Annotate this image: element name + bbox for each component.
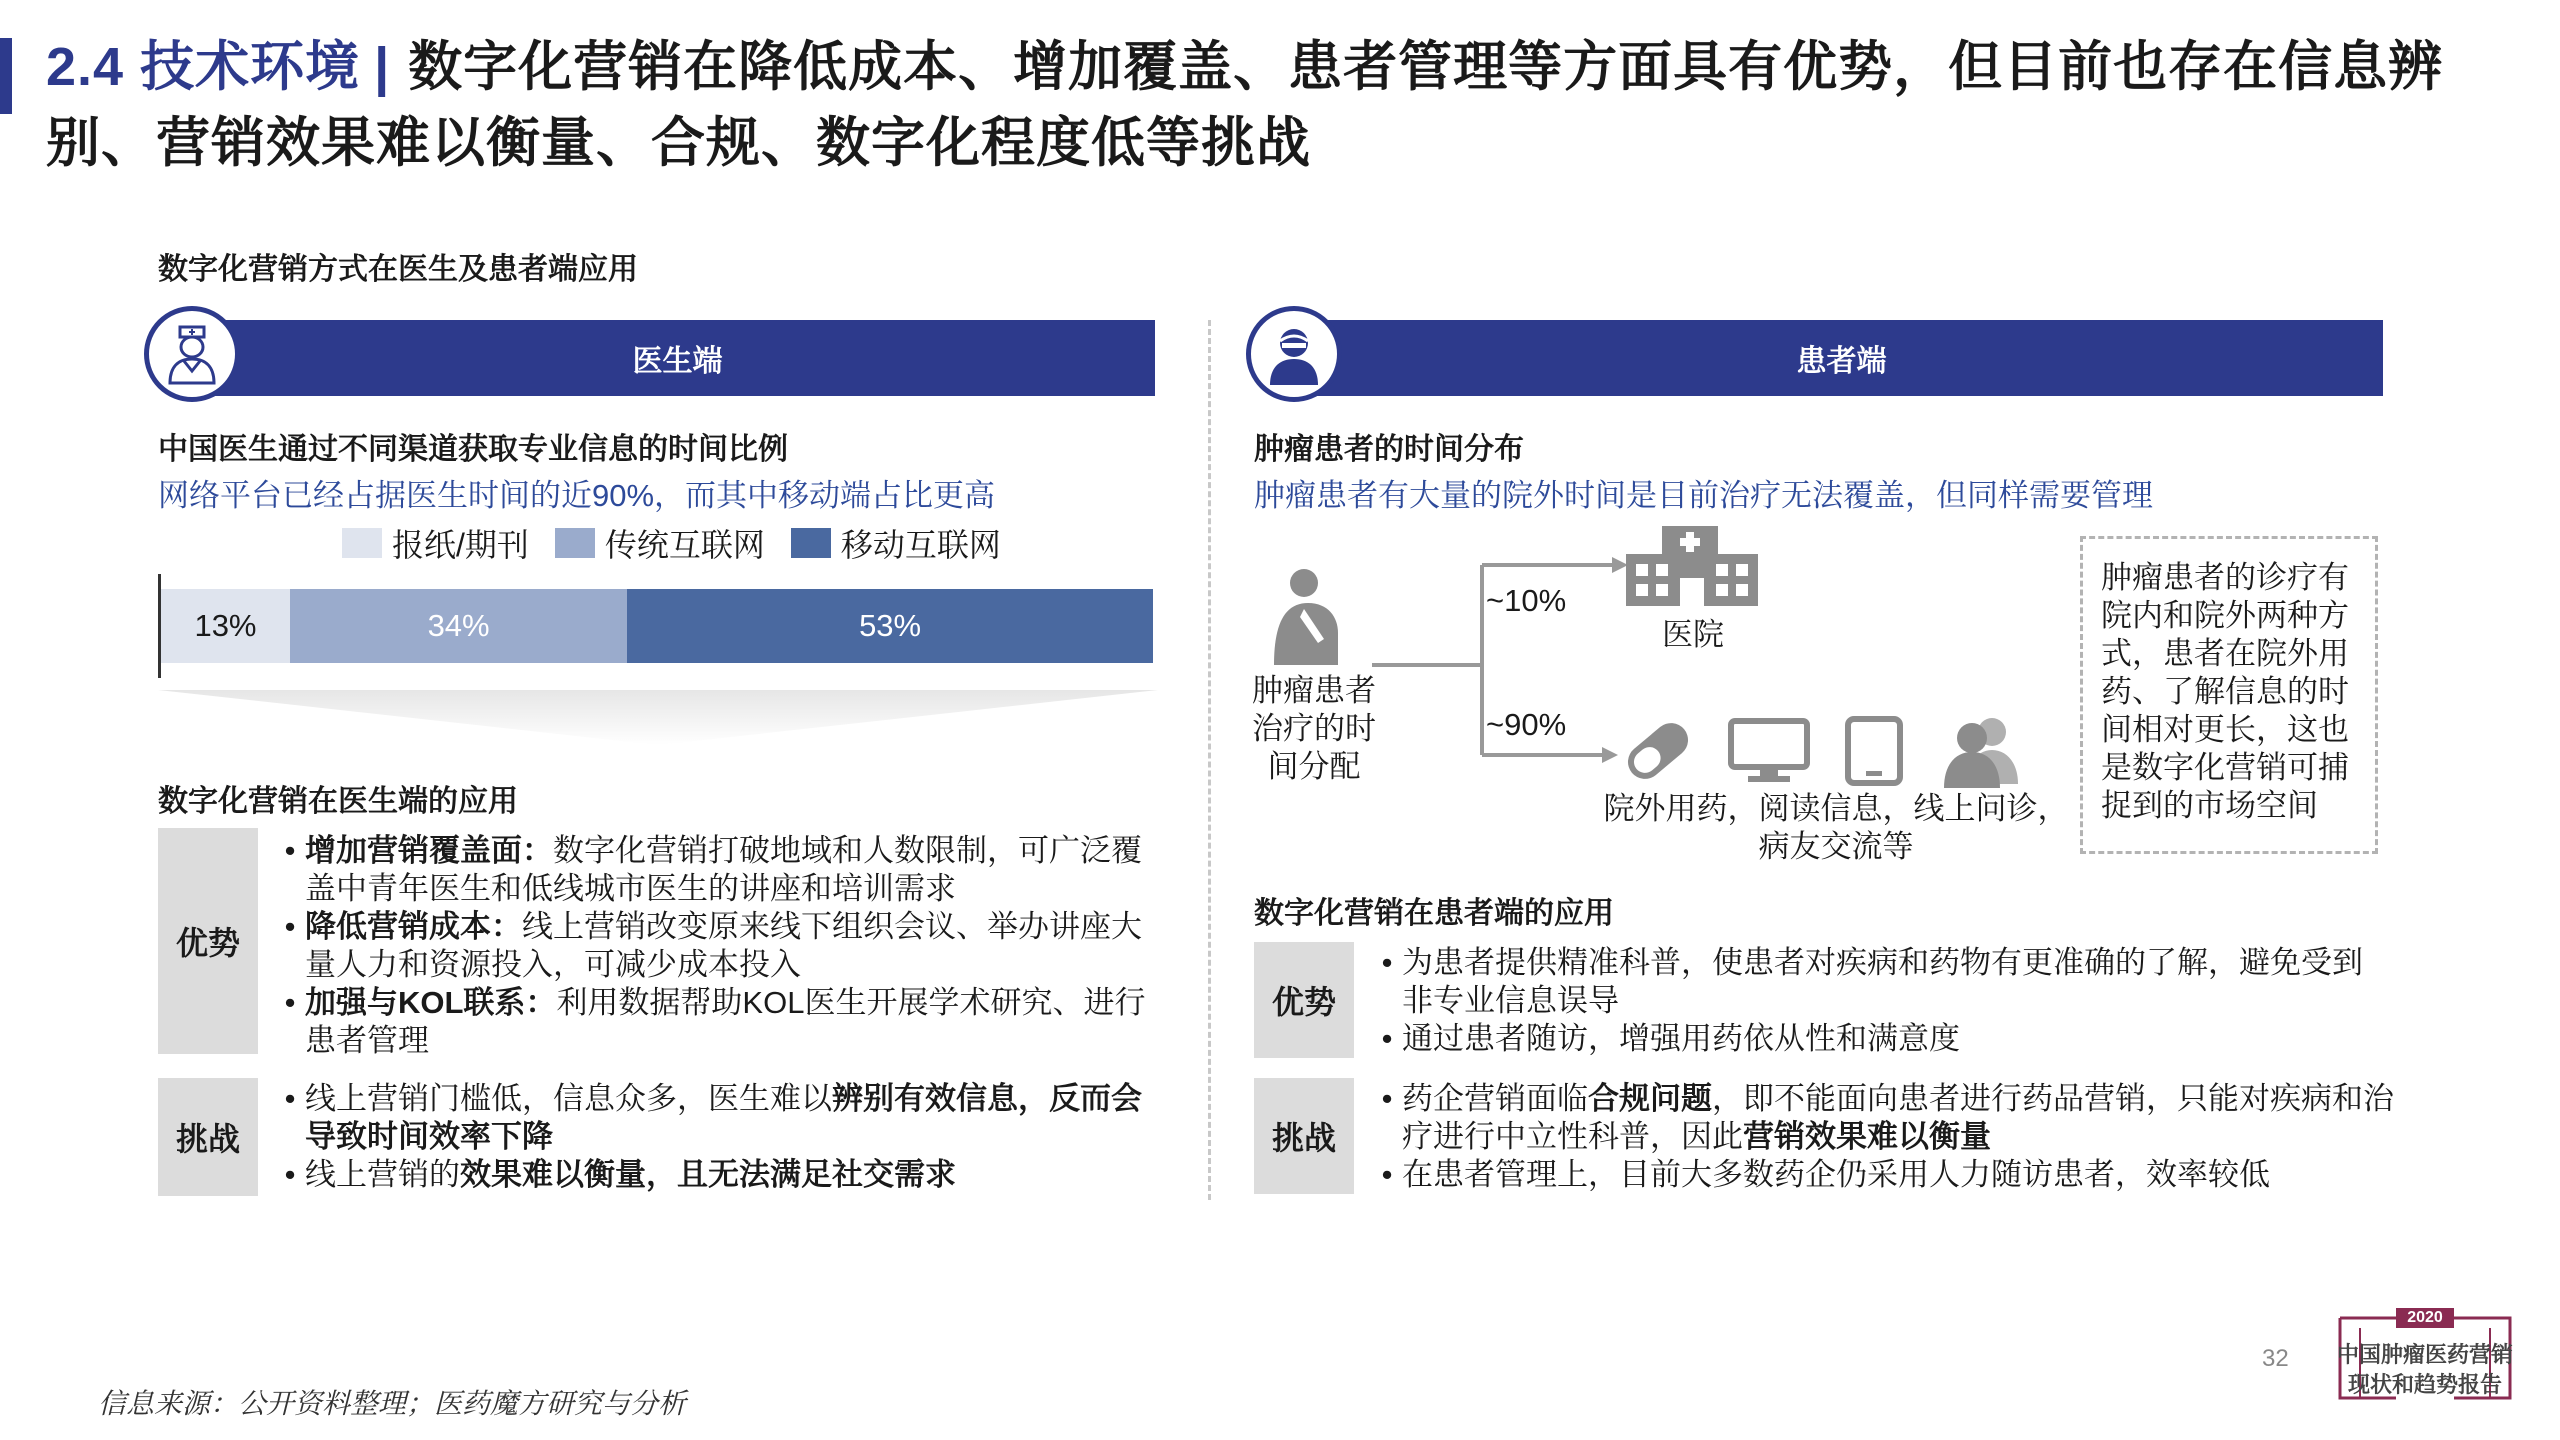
hospital-icon [1622,520,1762,610]
doctor-band-label: 医生端 [632,345,723,378]
source-note: 信息来源：公开资料整理；医药魔方研究与分析 [98,1388,687,1419]
bullet-text: 数字化营销打破地域和人数限制，可广泛覆盖中青年医生和低线城市医生的讲座和培训需求 [305,833,1142,906]
patient-advantage-list [1372,944,2382,1058]
patient-chart-subtitle: 肿瘤患者有大量的院外时间是目前治疗无法覆盖，但同样需要管理 [1254,478,2153,513]
bullet-text: 线上营销改变原来线下组织会议、举办讲座大量人力和资源投入，可减少成本投入 [305,909,1142,982]
bar-data-label: 53% [859,608,922,643]
legend-item [342,520,529,566]
doctor-icon [144,306,240,402]
patient-figure-icon [1270,565,1350,665]
bullet-bold: 营销效果难以衡量 [1743,1119,1991,1154]
patient-icon [1246,306,1342,402]
users-icon [1940,712,2024,788]
legend-label: 报纸/期刊 [392,527,529,563]
doctor-chart-subtitle: 网络平台已经占据医生时间的近90%，而其中移动端占比更高 [158,478,996,513]
legend-swatch [342,528,382,558]
bullet-text: 在患者管理上，目前大多数药企仍采用人力随访患者，效率较低 [1402,1157,2270,1192]
doctor-application-title: 数字化营销在医生端的应用 [158,785,518,818]
doctor-challenge-list [275,1080,1155,1194]
bullet-text: 为患者提供精准科普，使患者对疾病和药物有更准确的了解，避免受到非专业信息误导 [1402,945,2363,1018]
list-item: • 线上营销门槛低，信息众多，医生难以辨别有效信息，反而会导致时间效率下降 [284,1081,1142,1154]
bullet-bold: 效果难以衡量，且无法满足社交需求 [460,1157,956,1192]
bullet-text: 利用数据帮助KOL医生开展学术研究、进行患者管理 [305,985,1146,1058]
bullet-bold: 降低营销成本： [305,909,522,944]
doctor-advantage-label [158,828,258,1054]
doctor-band [200,320,1155,396]
overview-title: 数字化营销方式在医生及患者端应用 [158,253,638,286]
patient-challenge-label [1254,1078,1354,1194]
bar-segment [627,589,1153,663]
list-item: • 为患者提供精准科普，使患者对疾病和药物有更准确的了解，避免受到非专业信息误导 [1372,944,2382,1020]
list-item: • 加强与KOL联系：利用数据帮助KOL医生开展学术研究、进行患者管理 [284,985,1146,1058]
patient-challenge-list [1372,1080,2412,1194]
bullet-text: 通过患者随访，增强用药依从性和满意度 [1402,1021,1960,1056]
list-item: • 药企营销面临合规问题，即不能面向患者进行药品营销，只能对疾病和治疗进行中立性科普，因此营销效果难以衡量 [1381,1081,2394,1154]
advantage-label-text: 优势 [175,925,240,961]
bullet-text: ，即不能面向患者进行药品营销，只能对疾病和治疗进行中立性科普，因此 [1402,1081,2394,1154]
doctor-chart-title: 中国医生通过不同渠道获取专业信息的时间比例 [158,433,788,466]
pct-hospital: ~10% [1486,583,1567,618]
report-logo [2330,1308,2520,1408]
tablet-icon [1844,716,1904,786]
bullet-bold: 增加营销覆盖面： [305,833,553,868]
note-box [2080,536,2378,854]
list-item: • 线上营销的效果难以衡量，且无法满足社交需求 [284,1157,956,1192]
patient-source-label: 肿瘤患者治疗的时间分配 [1252,673,1376,784]
list-item: • 增加营销覆盖面：数字化营销打破地域和人数限制，可广泛覆盖中青年医生和低线城市医生的讲座和培训需求 [284,833,1142,906]
bar-segment [290,589,627,663]
bar-data-label: 13% [194,608,257,643]
pill-icon [1618,716,1698,786]
title-accent-bar [0,38,12,114]
bullet-text: 药企营销面临 [1402,1081,1588,1116]
title-separator: | [374,37,391,97]
patient-application-title: 数字化营销在患者端的应用 [1254,897,1614,930]
bar-segment [161,589,290,663]
list-item: • 在患者管理上，目前大多数药企仍采用人力随访患者，效率较低 [1372,1156,2412,1194]
legend-item [555,520,765,566]
legend-item [791,520,1001,566]
monitor-icon [1728,718,1810,784]
doctor-challenge-label [158,1078,258,1196]
bullet-bold: 合规问题 [1588,1081,1712,1116]
logo-line-1: 中国肿瘤医药营销 [2336,1342,2513,1367]
section-number: 2.4 技术环境 [46,37,361,97]
legend-swatch [555,528,595,558]
challenge-label-text: 挑战 [175,1121,240,1157]
bullet-text: 线上营销的 [305,1157,460,1192]
bullet-text: 线上营销门槛低，信息众多，医生难以 [305,1081,832,1116]
patient-band-label: 患者端 [1796,345,1887,378]
list-item: • 通过患者随访，增强用药依从性和满意度 [1372,1020,2382,1058]
list-item: • 降低营销成本：线上营销改变原来线下组织会议、举办讲座大量人力和资源投入，可减少成本投入 [284,909,1142,982]
column-divider [1208,320,1211,1200]
patient-band [1300,320,2383,396]
hospital-label: 医院 [1662,617,1724,652]
page-number: 32 [2262,1345,2289,1372]
challenge-label-text: 挑战 [1271,1120,1336,1156]
bar-data-label: 34% [427,608,490,643]
pct-outside: ~90% [1486,707,1567,742]
bullet-bold: 辨别有效信息，反而会导致时间效率下降 [305,1081,1142,1154]
outside-label: 院外用药，阅读信息，线上问诊，病友交流等 [1603,791,2069,864]
chart-legend [342,520,1027,566]
doctor-advantage-list [275,832,1155,1060]
patient-advantage-label [1254,942,1354,1058]
page-title [46,30,2526,181]
legend-label: 传统互联网 [604,527,765,563]
logo-year: 2020 [2396,1308,2454,1328]
legend-label: 移动互联网 [840,527,1001,563]
stacked-bar [161,589,1153,663]
title-text: 数字化营销在降低成本、增加覆盖、患者管理等方面具有优势，但目前也存在信息辨别、营销效果难以衡量、合规、数字化程度低等挑战 [46,37,2444,173]
logo-line-2: 现状和趋势报告 [2347,1372,2502,1397]
advantage-label-text: 优势 [1271,984,1336,1020]
patient-chart-title: 肿瘤患者的时间分布 [1254,433,1524,466]
bullet-bold: 加强与KOL联系： [305,985,557,1020]
legend-swatch [791,528,831,558]
chart-shadow [158,690,1158,750]
note-text: 肿瘤患者的诊疗有院内和院外两种方式，患者在院外用药、了解信息的时间相对更长，这也是数字化营销可捕捉到的市场空间 [2101,560,2349,823]
